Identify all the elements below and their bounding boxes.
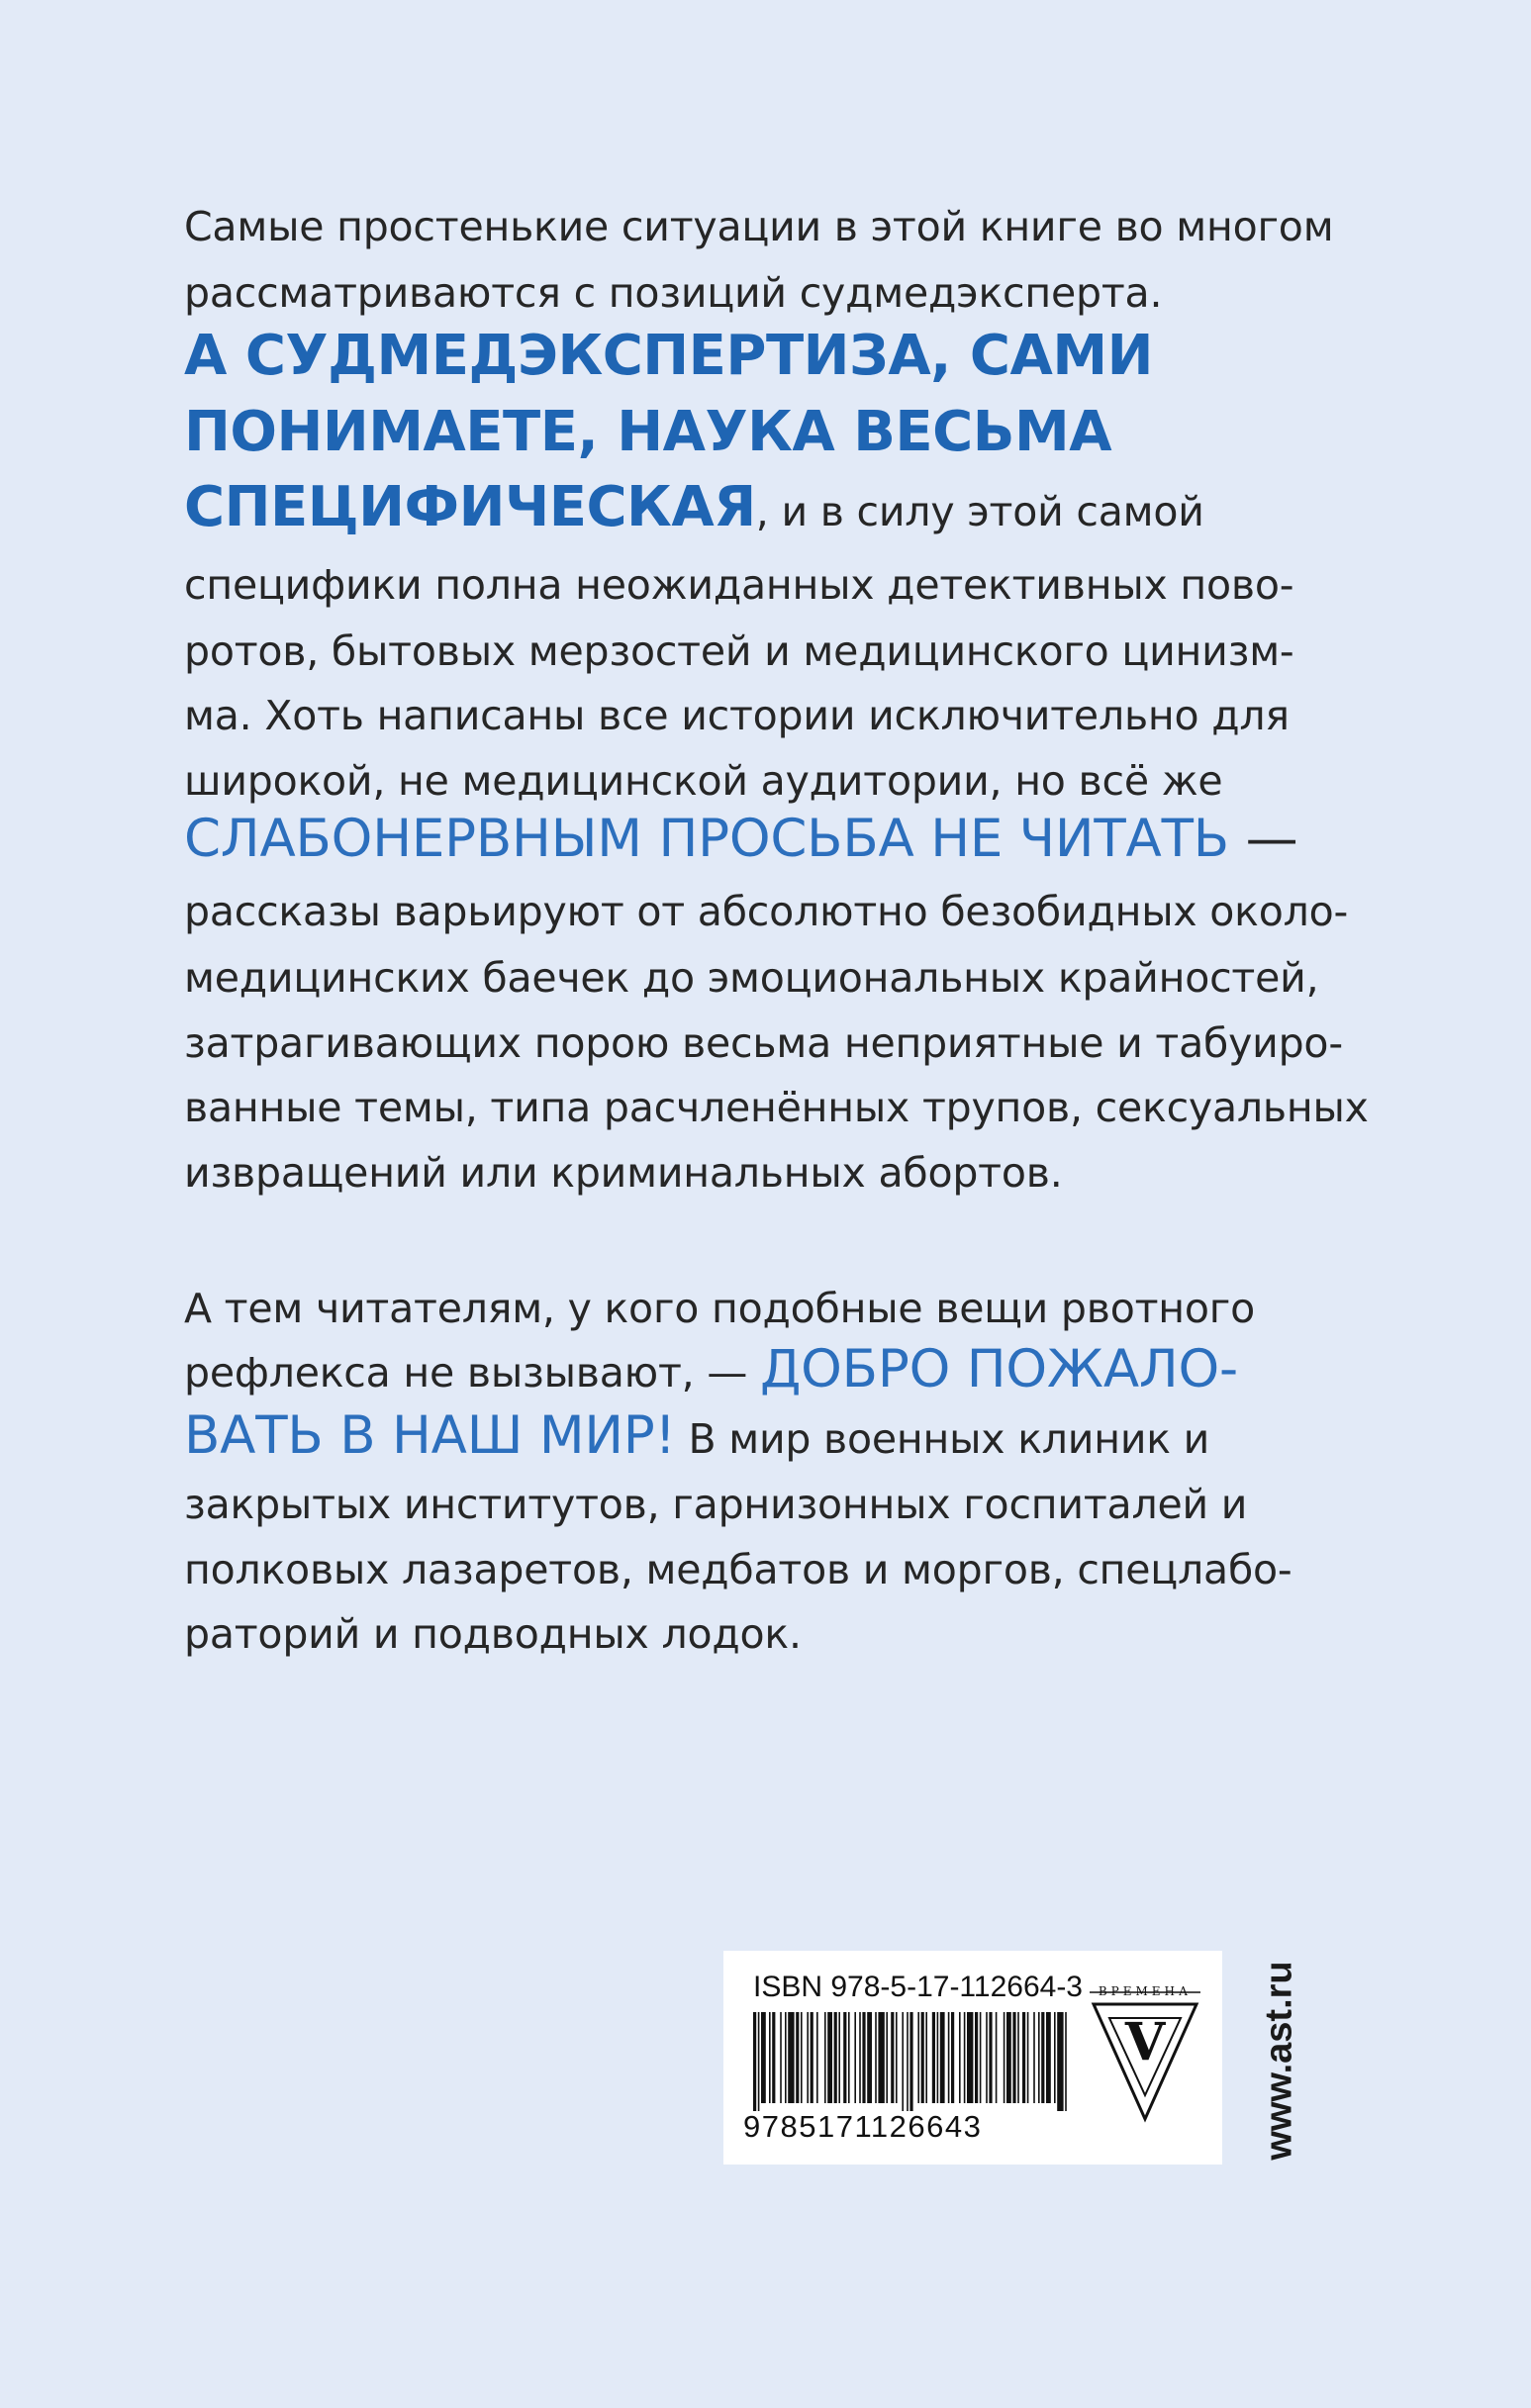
barcode-bar [1057, 2012, 1063, 2111]
barcode-bar [921, 2012, 924, 2103]
barcode-bar [753, 2012, 756, 2111]
text-line: полковых лазаретов, медбатов и моргов, спецлабо- [184, 1546, 1292, 1593]
barcode-bar [986, 2012, 988, 2103]
barcode-bar [867, 2012, 872, 2103]
barcode-bar [780, 2012, 782, 2103]
isbn-label: ISBN 978-5-17-112664-3 [753, 1971, 1083, 2003]
text-line: затрагивающих порою весьма неприятные и табуиро- [184, 1019, 1343, 1067]
barcode-bar [878, 2012, 884, 2103]
warning-line [184, 809, 1298, 869]
text-line: рассматриваются с позиций судмедэксперта. [184, 269, 1163, 317]
barcode-bar [925, 2012, 927, 2103]
barcode-bar [940, 2012, 945, 2103]
barcode-bar [909, 2012, 912, 2111]
text-line [184, 1405, 1210, 1466]
text-fragment: , и в силу этой самой [755, 488, 1204, 535]
barcode-bar [816, 2012, 818, 2103]
barcode-bar [769, 2012, 771, 2103]
barcode-bar [975, 2012, 978, 2103]
website-url: www.ast.ru [1258, 1961, 1300, 2161]
barcode-bar [1006, 2012, 1011, 2103]
barcode-bar [902, 2012, 904, 2111]
barcode-digits: 9785171126643 [743, 2109, 983, 2144]
barcode-bar [859, 2012, 861, 2103]
barcode-bar [785, 2012, 787, 2103]
text-line: специфики полна неожиданных детективных пово- [184, 561, 1294, 609]
imprint-name: ВРЕМЕНА [1098, 1984, 1193, 1998]
barcode-bar [948, 2012, 950, 2103]
warning-text: СЛАБОНЕРВНЫМ ПРОСЬБА НЕ ЧИТАТЬ [184, 809, 1229, 869]
barcode-bar [1065, 2012, 1067, 2111]
barcode-bar [1027, 2012, 1029, 2103]
website-vertical [1255, 1952, 1304, 2169]
barcode-bar [1017, 2012, 1019, 2103]
text-line: ма. Хоть написаны все истории исключительно для [184, 692, 1290, 739]
barcode-bar [932, 2012, 935, 2103]
barcode-bar [761, 2012, 766, 2103]
isbn-barcode-block [723, 1951, 1222, 2165]
barcode-bar [989, 2012, 992, 2103]
barcode-bar [807, 2012, 809, 2103]
barcode-bar [834, 2012, 837, 2103]
barcode-bar [838, 2012, 840, 2103]
text-fragment: В мир военных клиник и [675, 1415, 1210, 1463]
barcode-bar [917, 2012, 919, 2103]
barcode-bar [875, 2012, 877, 2103]
barcode-bar [1022, 2012, 1025, 2103]
text-line: Самые простенькие ситуации в этой книге во многом [184, 203, 1334, 250]
barcode-bar [1033, 2012, 1035, 2103]
barcode-bar [907, 2012, 909, 2111]
barcode-bar [1041, 2012, 1044, 2103]
text-line [184, 1339, 1238, 1399]
text-fragment: рефлекса не вызывают, — [184, 1349, 760, 1397]
barcode-bar [848, 2012, 850, 2103]
barcode-icon [753, 2012, 1070, 2111]
barcode-bar [937, 2012, 939, 2103]
barcode-bar [1004, 2012, 1005, 2103]
barcode-bar [980, 2012, 982, 2103]
text-line: ротов, бытовых мерзостей и медицинского цинизм- [184, 627, 1294, 675]
logo-letter: V [1124, 2012, 1166, 2072]
text-line: раторий и подводных лодок. [184, 1610, 802, 1658]
text-line: широкой, не медицинской аудитории, но всё же [184, 757, 1223, 805]
welcome-text: ВАТЬ В НАШ МИР! [184, 1405, 676, 1466]
text-line: медицинских баечек до эмоциональных крайностей, [184, 954, 1319, 1002]
barcode-bar [796, 2012, 799, 2103]
barcode-bar [996, 2012, 998, 2103]
highlight-heading-line [184, 475, 1204, 544]
barcode-bar [964, 2012, 966, 2103]
barcode-bar [862, 2012, 865, 2103]
welcome-text: ДОБРО ПОЖАЛО- [759, 1339, 1238, 1399]
barcode-bar [788, 2012, 794, 2103]
barcode-bar [959, 2012, 961, 2103]
barcode-bar [1054, 2012, 1056, 2103]
highlight-heading-line: А СУДМЕДЭКСПЕРТИЗА, САМИ [184, 324, 1153, 388]
barcode-bar [967, 2012, 973, 2103]
highlight-heading-word: СПЕЦИФИЧЕСКАЯ [184, 475, 756, 539]
barcode-bar [827, 2012, 832, 2103]
barcode-bar [891, 2012, 894, 2103]
barcode-bar [824, 2012, 826, 2103]
barcode-bar [886, 2012, 888, 2103]
barcode-bar [772, 2012, 775, 2103]
barcode-bar [1046, 2012, 1051, 2103]
barcode-bar [1012, 2012, 1015, 2103]
highlight-heading-line: ПОНИМАЕТЕ, НАУКА ВЕСЬМА [184, 400, 1112, 464]
text-line: рассказы варьируют от абсолютно безобидных около- [184, 888, 1349, 935]
text-line: ванные темы, типа расчленённых трупов, сексуальных [184, 1084, 1369, 1131]
text-line: извращений или криминальных абортов. [184, 1149, 1063, 1197]
warning-dash: — [1228, 809, 1298, 869]
text-line: А тем читателям, у кого подобные вещи рвотного [184, 1285, 1256, 1332]
barcode-bar [801, 2012, 803, 2103]
barcode-bar [1038, 2012, 1040, 2103]
barcode-bar [811, 2012, 813, 2103]
barcode-bar [758, 2012, 760, 2111]
barcode-bar [951, 2012, 954, 2103]
text-line: закрытых институтов, гарнизонных госпиталей и [184, 1481, 1248, 1528]
barcode-bar [896, 2012, 898, 2103]
barcode-bar [854, 2012, 856, 2103]
barcode-bar [843, 2012, 846, 2103]
